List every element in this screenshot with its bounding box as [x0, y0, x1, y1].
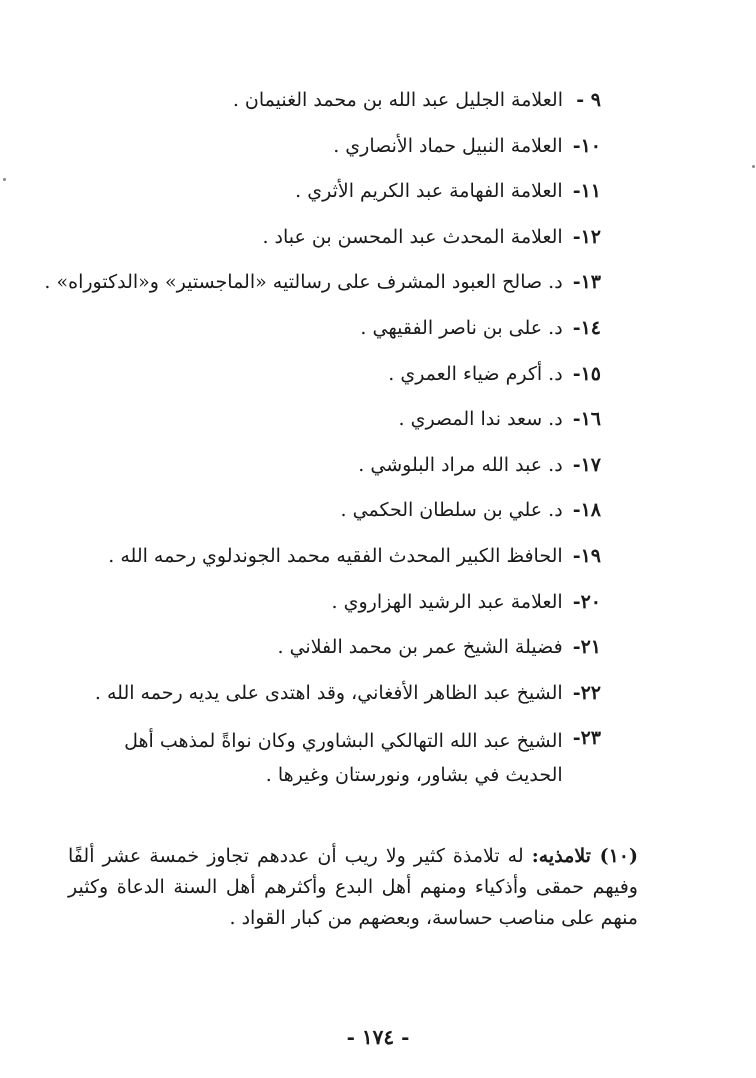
list-item	[41, 724, 601, 792]
list-item	[41, 268, 601, 314]
item-number: ١٧-	[572, 453, 601, 476]
list-item	[41, 86, 601, 132]
teachers-list	[41, 86, 601, 792]
item-text: د. عبد الله مراد البلوشي .	[358, 453, 563, 476]
list-item	[41, 542, 601, 588]
students-text: له تلامذة كثير ولا ريب أن عددهم تجاوز خمسة عشر ألفًا وفيهم حمقى وأذكياء ومنهم أهل البدع وأكثرهم أهل السنة الدعاة وكثير منهم على مناصب حساسة، وبعضهم من كبار القواد .	[68, 845, 638, 929]
section-label: (١٠) تلامذيه:	[531, 845, 638, 867]
item-text: العلامة الجليل عبد الله بن محمد الغنيمان .	[232, 89, 563, 111]
list-item	[41, 496, 601, 542]
list-item	[41, 360, 601, 406]
item-text: د. سعد ندا المصري .	[398, 408, 563, 431]
item-text: د. أكرم ضياء العمري .	[388, 362, 563, 385]
item-text: د. صالح العبود المشرف على رسالتيه «الماجستير» و«الدكتوراه» .	[44, 271, 563, 294]
item-text: الشيخ عبد الظاهر الأفغاني، وقد اهتدى على يديه رحمه الله .	[94, 681, 563, 704]
item-number: ٢٠-	[572, 590, 601, 613]
list-item	[41, 132, 601, 178]
list-item	[41, 223, 601, 269]
item-number: ١١-	[572, 180, 601, 203]
item-number: ٢٣-	[572, 727, 601, 750]
item-text: الشيخ عبد الله التهالكي البشاوري وكان نواةً لمذهب أهل الحديث في بشاور، ونورستان وغيرها .	[124, 730, 563, 787]
list-item	[41, 679, 601, 725]
item-number: ٩ -	[576, 89, 601, 111]
item-text: د. على بن ناصر الفقيهي .	[360, 316, 563, 339]
item-number: ٢٢-	[572, 681, 601, 704]
list-item	[41, 633, 601, 679]
item-text: العلامة المحدث عبد المحسن بن عباد .	[262, 225, 563, 248]
item-number: ١٥-	[572, 362, 601, 385]
list-item	[41, 451, 601, 497]
item-text: العلامة النبيل حماد الأنصاري .	[333, 134, 563, 157]
list-item	[41, 177, 601, 223]
margin-dot	[3, 178, 6, 181]
item-number: ١٢-	[572, 225, 601, 248]
item-number: ٢١-	[572, 636, 601, 659]
list-item	[41, 405, 601, 451]
item-number: ١٦-	[572, 408, 601, 431]
item-text: فضيلة الشيخ عمر بن محمد الفلاني .	[277, 636, 563, 659]
item-number: ١٣-	[572, 271, 601, 294]
item-number: ١٨-	[572, 499, 601, 522]
item-number: ١٩-	[572, 544, 601, 567]
item-text: د. علي بن سلطان الحكمي .	[340, 499, 563, 522]
item-number: ١٠-	[572, 134, 601, 157]
item-text: العلامة الفهامة عبد الكريم الأثري .	[295, 180, 563, 203]
margin-dot	[752, 165, 755, 168]
item-text: العلامة عبد الرشيد الهزاروي .	[331, 590, 563, 613]
page-number: - ١٧٤ -	[346, 1025, 410, 1049]
students-paragraph	[68, 841, 638, 934]
list-item	[41, 314, 601, 360]
item-number: ١٤-	[572, 316, 601, 339]
list-item	[41, 588, 601, 634]
item-text: الحافظ الكبير المحدث الفقيه محمد الجوندلوي رحمه الله .	[108, 544, 563, 567]
